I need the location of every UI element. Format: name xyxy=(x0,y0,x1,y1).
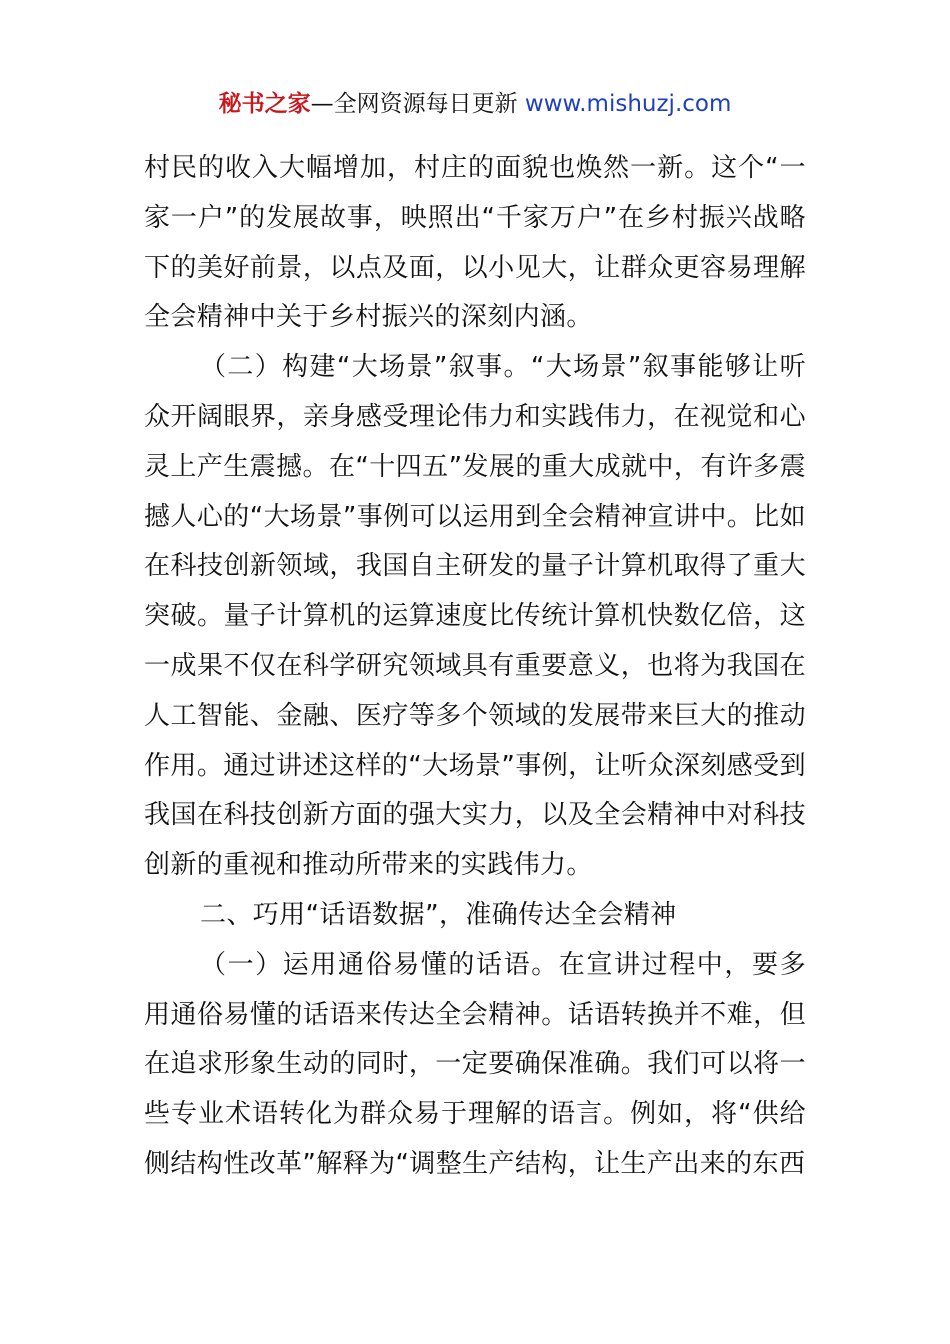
paragraph-plain-language: （一）运用通俗易懂的话语。在宣讲过程中，要多用通俗易懂的话语来传达全会精神。话语转换并不难，但在追求形象生动的同时，一定要确保准确。我们可以将一些专业术语转化为群众易于理解的语言。例如，将“供给侧结构性改革”解释为“调整生产结构，让生产出来的东西 xyxy=(144,949,806,1179)
paragraph-continuation: 村民的收入大幅增加，村庄的面貌也焕然一新。这个“一家一户”的发展故事，映照出“千家万户”在乡村振兴战略下的美好前景，以点及面，以小见大，让群众更容易理解全会精神中关于乡村振兴的深刻内涵。 xyxy=(144,153,806,333)
paragraph-big-scene-narrative: （二）构建“大场景”叙事。“大场景”叙事能够让听众开阔眼界，亲身感受理论伟力和实践伟力，在视觉和心灵上产生震撼。在“十四五”发展的重大成就中，有许多震撼人心的“大场景”事例可以运用到全会精神宣讲中。比如在科技创新领域，我国自主研发的量子计算机取得了重大突破。量子计算机的运算速度比传统计算机快数亿倍，这一成果不仅在科学研究领域具有重要意义，也将为我国在人工智能、金融、医疗等多个领域的发展带来巨大的推动作用。通过讲述这样的“大场景”事例，让听众深刻感受到我国在科技创新方面的强大实力，以及全会精神中对科技创新的重视和推动所带来的实践伟力。 xyxy=(144,352,806,881)
site-url-link[interactable]: www.mishuzj.com xyxy=(524,91,732,117)
page-header xyxy=(0,86,950,122)
section-heading: 二、巧用“话语数据”，准确传达全会精神 xyxy=(200,899,677,930)
brand-name: 秘书之家 xyxy=(218,91,311,117)
header-tagline: —全网资源每日更新 xyxy=(310,91,525,117)
document-body xyxy=(144,144,806,1190)
